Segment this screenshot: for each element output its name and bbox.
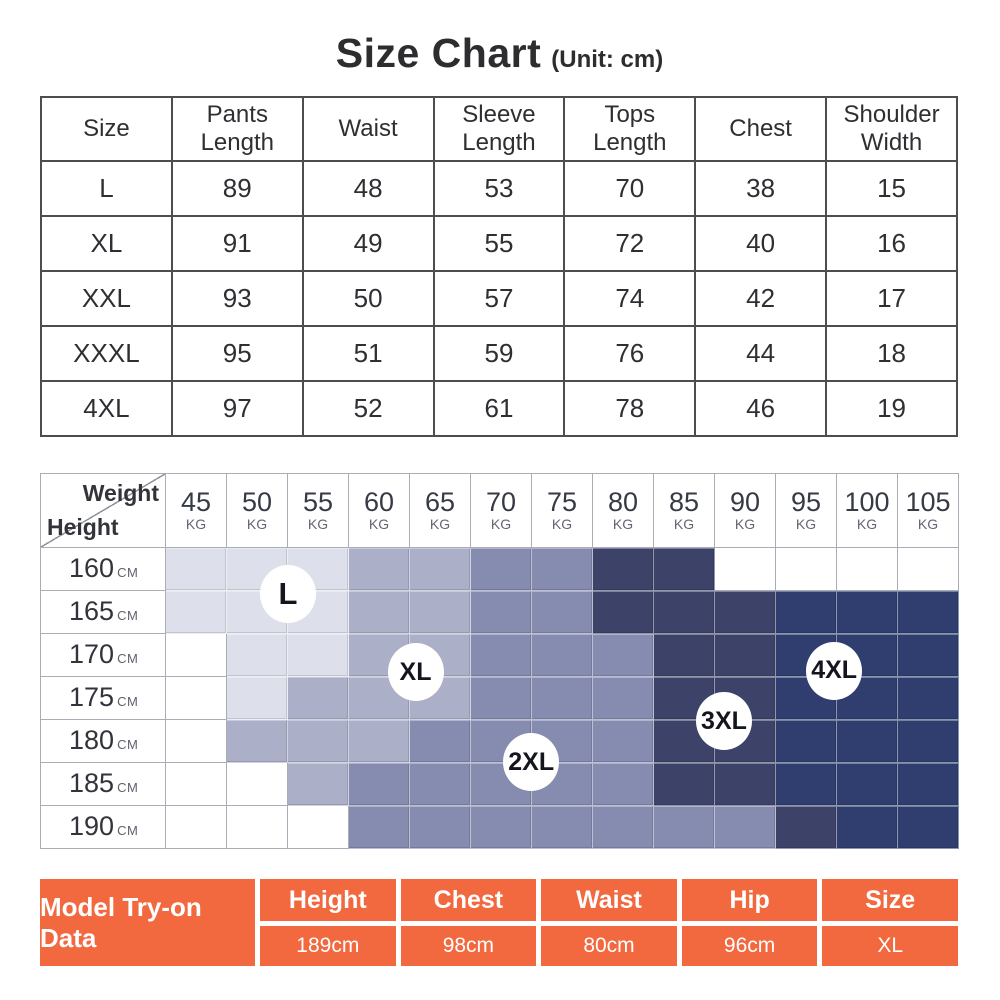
weight-col-header: [471, 474, 532, 548]
table-row: [41, 326, 957, 381]
matrix-cell-zone-3xl: [715, 634, 776, 677]
matrix-cell-zone-4xl: [898, 591, 959, 634]
height-value: 180: [69, 725, 115, 755]
weight-unit: KG: [307, 516, 329, 533]
corner-weight-label: Weight: [82, 480, 159, 506]
height-value: 185: [69, 768, 115, 798]
matrix-cell-zone-2xl: [532, 634, 593, 677]
matrix-cell-zone-4xl: [837, 763, 898, 806]
weight-col-header: [288, 474, 349, 548]
matrix-cell-zone-4xl: [776, 591, 837, 634]
model-col-header-chest: Chest: [401, 879, 537, 921]
weight-col-header: [898, 474, 959, 548]
size-table-col-header-shoulder-width: Shoulder Width: [826, 97, 957, 161]
matrix-cell: [715, 548, 776, 591]
matrix-cell-zone-2xl: [593, 720, 654, 763]
weight-unit: KG: [429, 516, 451, 533]
matrix-cell-zone-2xl: [410, 806, 471, 849]
matrix-cell-zone-xl: [288, 763, 349, 806]
measurement-cell: 53: [434, 161, 565, 216]
matrix-cell-zone-2xl: [532, 677, 593, 720]
matrix-cell-zone-l: [166, 548, 227, 591]
matrix-cell-zone-l: [227, 634, 288, 677]
measurement-cell: 89: [172, 161, 303, 216]
matrix-cell-zone-3xl: [593, 591, 654, 634]
measurement-cell: 18: [826, 326, 957, 381]
weight-value: 105: [905, 486, 951, 517]
weight-unit: KG: [917, 516, 939, 533]
size-label-cell: XL: [41, 216, 172, 271]
measurement-cell: 15: [826, 161, 957, 216]
size-table-col-header-waist: Waist: [303, 97, 434, 161]
size-label-cell: XXL: [41, 271, 172, 326]
weight-col-header: [776, 474, 837, 548]
size-table-col-header-tops-length: Tops Length: [564, 97, 695, 161]
weight-value: 75: [546, 486, 578, 517]
table-row: [41, 161, 957, 216]
matrix-cell-zone-4xl: [898, 763, 959, 806]
page-title-unit: (Unit: cm): [551, 46, 664, 73]
measurement-cell: 16: [826, 216, 957, 271]
height-row-header: [41, 634, 166, 677]
matrix-cell-zone-4xl: [898, 720, 959, 763]
measurement-cell: 38: [695, 161, 826, 216]
weight-unit: KG: [856, 516, 878, 533]
model-value-cell: 96cm: [682, 926, 818, 966]
size-chart-table: [40, 96, 958, 437]
matrix-cell-zone-2xl: [471, 806, 532, 849]
weight-value: 90: [729, 486, 761, 517]
size-table-col-header-size: Size: [41, 97, 172, 161]
measurement-cell: 51: [303, 326, 434, 381]
height-row-header: [41, 548, 166, 591]
matrix-cell-zone-xl: [288, 677, 349, 720]
matrix-cell-zone-3xl: [593, 548, 654, 591]
matrix-cell-zone-l: [227, 677, 288, 720]
measurement-cell: 19: [826, 381, 957, 436]
height-row-header: [41, 591, 166, 634]
model-col-header-waist: Waist: [541, 879, 677, 921]
matrix-cell: [288, 806, 349, 849]
matrix-cell-zone-3xl: [715, 763, 776, 806]
weight-value: 60: [363, 486, 395, 517]
weight-value: 45: [180, 486, 212, 517]
matrix-cell: [227, 806, 288, 849]
weight-unit: KG: [551, 516, 573, 533]
matrix-cell: [837, 548, 898, 591]
height-unit: CM: [117, 780, 139, 795]
table-row: [41, 271, 957, 326]
model-tryon-table: [40, 879, 958, 966]
matrix-cell-zone-xl: [410, 548, 471, 591]
weight-unit: KG: [490, 516, 512, 533]
matrix-cell-zone-2xl: [532, 806, 593, 849]
measurement-cell: 55: [434, 216, 565, 271]
measurement-cell: 74: [564, 271, 695, 326]
matrix-cell-zone-2xl: [471, 591, 532, 634]
measurement-cell: 46: [695, 381, 826, 436]
model-col-header-height: Height: [260, 879, 396, 921]
model-col-header-hip: Hip: [682, 879, 818, 921]
weight-unit: KG: [795, 516, 817, 533]
measurement-cell: 95: [172, 326, 303, 381]
matrix-cell-zone-3xl: [654, 591, 715, 634]
weight-col-header: [654, 474, 715, 548]
matrix-cell-zone-4xl: [776, 763, 837, 806]
height-row-header: [41, 763, 166, 806]
size-zone-label: 2XL: [503, 733, 559, 791]
measurement-cell: 70: [564, 161, 695, 216]
measurement-cell: 57: [434, 271, 565, 326]
matrix-cell: [166, 634, 227, 677]
measurement-cell: 78: [564, 381, 695, 436]
matrix-cell-zone-xl: [349, 548, 410, 591]
matrix-cell-zone-3xl: [715, 591, 776, 634]
weight-col-header: [166, 474, 227, 548]
weight-value: 80: [607, 486, 639, 517]
matrix-cell-zone-2xl: [471, 634, 532, 677]
measurement-cell: 91: [172, 216, 303, 271]
matrix-cell-zone-2xl: [593, 806, 654, 849]
measurement-cell: 59: [434, 326, 565, 381]
weight-value: 65: [424, 486, 456, 517]
size-label-cell: 4XL: [41, 381, 172, 436]
matrix-cell-zone-4xl: [837, 591, 898, 634]
matrix-cell-zone-l: [166, 591, 227, 634]
matrix-cell-zone-2xl: [654, 806, 715, 849]
measurement-cell: 76: [564, 326, 695, 381]
matrix-cell-zone-2xl: [715, 806, 776, 849]
weight-col-header: [410, 474, 471, 548]
measurement-cell: 97: [172, 381, 303, 436]
height-unit: CM: [117, 823, 139, 838]
matrix-cell-zone-2xl: [532, 591, 593, 634]
weight-unit: KG: [246, 516, 268, 533]
measurement-cell: 40: [695, 216, 826, 271]
matrix-cell-zone-3xl: [654, 763, 715, 806]
weight-col-header: [532, 474, 593, 548]
height-value: 175: [69, 682, 115, 712]
matrix-cell-zone-4xl: [898, 677, 959, 720]
matrix-cell-zone-2xl: [532, 548, 593, 591]
page-title-text: Size Chart: [335, 30, 542, 76]
matrix-cell-zone-3xl: [654, 634, 715, 677]
matrix-cell-zone-2xl: [410, 763, 471, 806]
height-unit: CM: [117, 737, 139, 752]
model-value-cell: 189cm: [260, 926, 396, 966]
weight-unit: KG: [185, 516, 207, 533]
height-unit: CM: [117, 608, 139, 623]
weight-col-header: [837, 474, 898, 548]
matrix-cell: [166, 720, 227, 763]
model-tryon-title: Model Try-on Data: [40, 879, 255, 966]
size-zone-label: 3XL: [696, 692, 752, 750]
matrix-cell-zone-3xl: [776, 806, 837, 849]
size-table-body: [41, 161, 957, 436]
weight-col-header: [715, 474, 776, 548]
matrix-cell-zone-4xl: [776, 720, 837, 763]
size-zone-label: XL: [388, 643, 444, 701]
weight-unit: KG: [734, 516, 756, 533]
weight-value: 50: [241, 486, 273, 517]
height-value: 160: [69, 553, 115, 583]
table-row: [41, 381, 957, 436]
weight-height-matrix: [40, 473, 959, 849]
measurement-cell: 44: [695, 326, 826, 381]
matrix-cell-zone-2xl: [349, 763, 410, 806]
matrix-cell-zone-2xl: [471, 548, 532, 591]
matrix-cell-zone-3xl: [654, 548, 715, 591]
height-row-header: [41, 720, 166, 763]
weight-value: 85: [668, 486, 700, 517]
page-title: [40, 26, 959, 80]
matrix-cell-zone-2xl: [593, 634, 654, 677]
matrix-cell-zone-2xl: [471, 677, 532, 720]
measurement-cell: 49: [303, 216, 434, 271]
size-label-cell: XXXL: [41, 326, 172, 381]
matrix-cell-zone-xl: [349, 720, 410, 763]
matrix-cell: [898, 548, 959, 591]
measurement-cell: 52: [303, 381, 434, 436]
weight-col-header: [227, 474, 288, 548]
measurement-cell: 61: [434, 381, 565, 436]
measurement-cell: 42: [695, 271, 826, 326]
weight-value: 95: [790, 486, 822, 517]
height-value: 170: [69, 639, 115, 669]
weight-value: 55: [302, 486, 334, 517]
weight-col-header: [593, 474, 654, 548]
table-row: [41, 216, 957, 271]
size-table-header-row: [41, 97, 957, 161]
measurement-cell: 93: [172, 271, 303, 326]
matrix-cell-zone-2xl: [593, 763, 654, 806]
height-value: 190: [69, 811, 115, 841]
height-unit: CM: [117, 651, 139, 666]
matrix-cell: [166, 763, 227, 806]
matrix-corner-cell: [41, 474, 166, 548]
weight-unit: KG: [673, 516, 695, 533]
height-row-header: [41, 677, 166, 720]
model-value-cell: XL: [822, 926, 958, 966]
measurement-cell: 72: [564, 216, 695, 271]
matrix-cell-zone-2xl: [349, 806, 410, 849]
matrix-cell-zone-l: [288, 634, 349, 677]
matrix-cell: [166, 806, 227, 849]
matrix-cell-zone-4xl: [837, 806, 898, 849]
matrix-cell-zone-xl: [349, 591, 410, 634]
weight-value: 100: [844, 486, 890, 517]
matrix-cell-zone-4xl: [837, 720, 898, 763]
measurement-cell: 48: [303, 161, 434, 216]
matrix-cell-zone-2xl: [593, 677, 654, 720]
matrix-cell-zone-xl: [288, 720, 349, 763]
matrix-cell: [227, 763, 288, 806]
size-table-col-header-pants-length: Pants Length: [172, 97, 303, 161]
size-zone-label: 4XL: [806, 642, 862, 700]
size-table-col-header-chest: Chest: [695, 97, 826, 161]
size-zone-label: L: [260, 565, 316, 623]
matrix-cell-zone-4xl: [898, 806, 959, 849]
matrix-cell-zone-xl: [410, 591, 471, 634]
model-col-header-size: Size: [822, 879, 958, 921]
measurement-cell: 17: [826, 271, 957, 326]
matrix-cell-zone-2xl: [410, 720, 471, 763]
model-value-cell: 80cm: [541, 926, 677, 966]
weight-unit: KG: [612, 516, 634, 533]
weight-value: 70: [485, 486, 517, 517]
matrix-cell-zone-xl: [227, 720, 288, 763]
height-value: 165: [69, 596, 115, 626]
matrix-cell: [166, 677, 227, 720]
model-value-cell: 98cm: [401, 926, 537, 966]
height-unit: CM: [117, 694, 139, 709]
size-label-cell: L: [41, 161, 172, 216]
matrix-cell: [776, 548, 837, 591]
weight-unit: KG: [368, 516, 390, 533]
height-row-header: [41, 806, 166, 849]
weight-col-header: [349, 474, 410, 548]
size-table-col-header-sleeve-length: Sleeve Length: [434, 97, 565, 161]
measurement-cell: 50: [303, 271, 434, 326]
corner-height-label: Height: [47, 514, 119, 540]
height-unit: CM: [117, 565, 139, 580]
matrix-cell-zone-4xl: [898, 634, 959, 677]
